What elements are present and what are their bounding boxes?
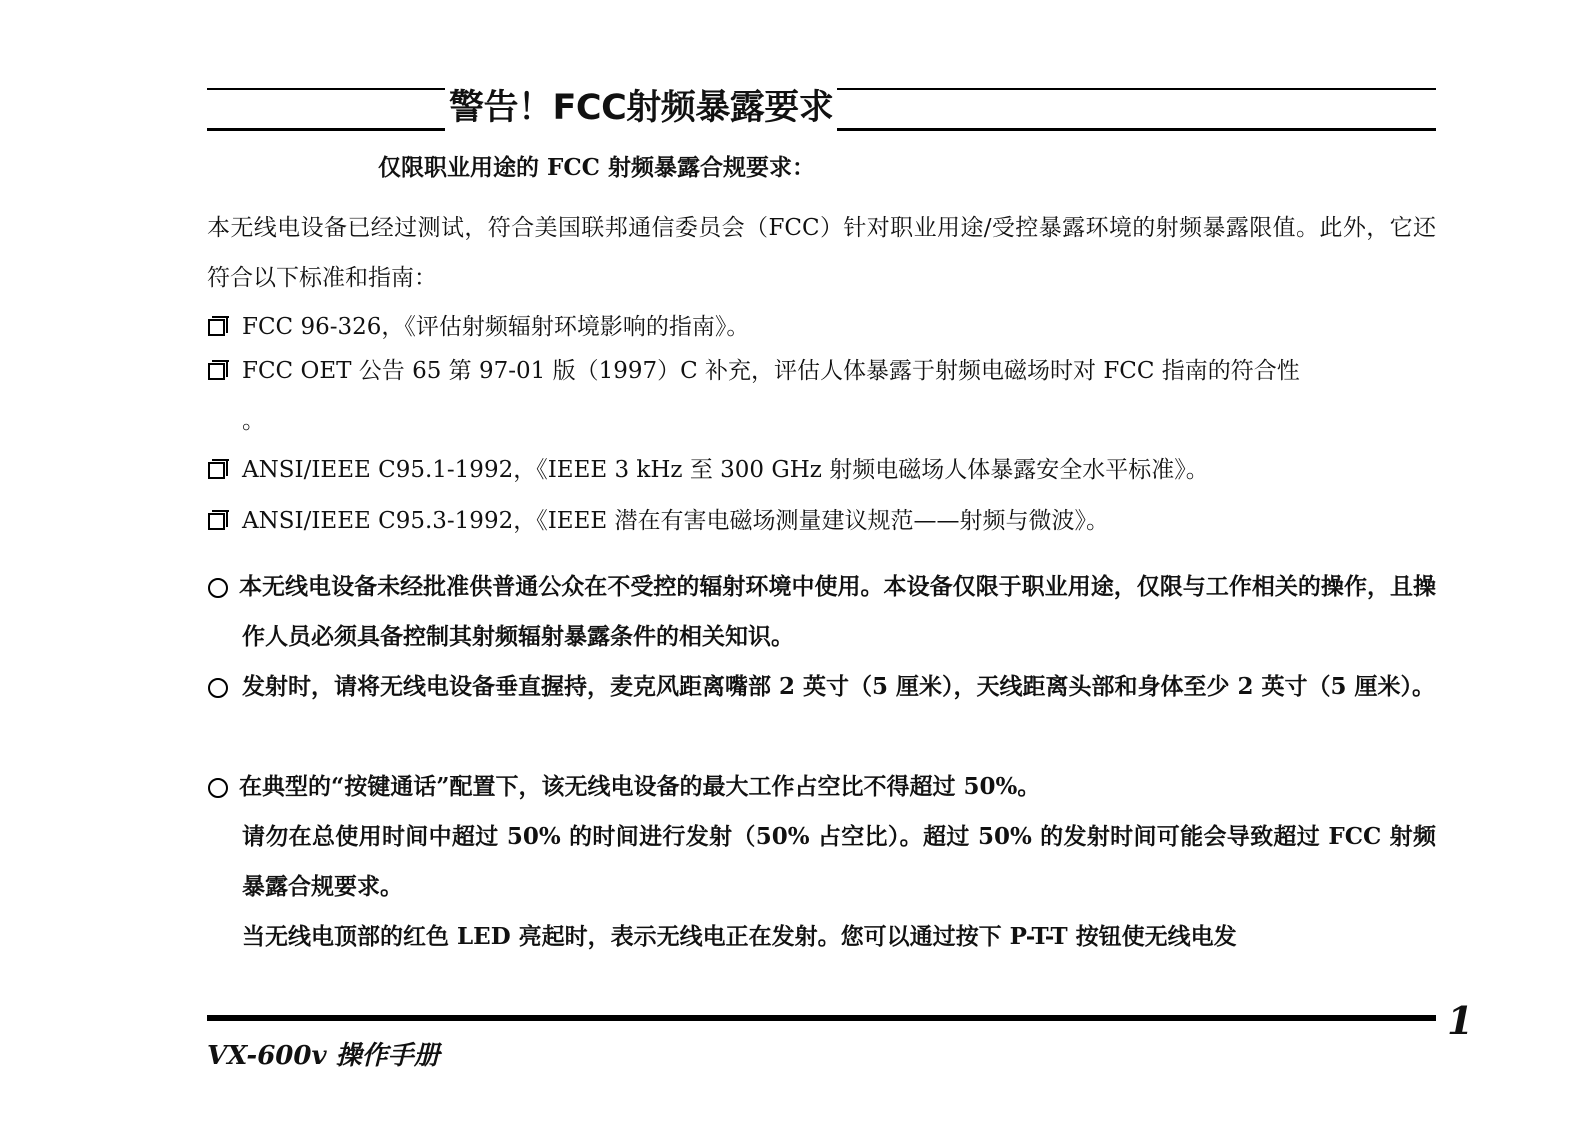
checkbox-icon: [208, 363, 225, 380]
standard-item: [207, 302, 1436, 352]
footer-manual-title: VX-600v 操作手册: [207, 1041, 440, 1071]
warning-bullet-text: 发射时，请将无线电设备垂直握持，麦克风距离嘴部 2 英寸（5 厘米），天线距离头部和身体至少 2 英寸（5 厘米）。: [242, 673, 1436, 700]
standard-item-text: ANSI/IEEE C95.1-1992，《IEEE 3 kHz 至 300 GHz 射频电磁场人体暴露安全水平标准》。: [242, 457, 1209, 483]
standard-item: [207, 496, 1436, 546]
standard-item: [207, 346, 1436, 446]
checkbox-icon: [208, 319, 225, 336]
page-title: 警告！FCC射频暴露要求: [445, 82, 837, 134]
warning-bullet: [207, 562, 1436, 662]
warning-bullet-text: 本无线电设备未经批准供普通公众在不受控的辐射环境中使用。本设备仅限于职业用途，仅限与工作相关的操作，且操作人员必须具备控制其射频辐射暴露条件的相关知识。: [239, 573, 1436, 650]
standard-item-continuation: 。: [242, 408, 265, 434]
section-subtitle: 仅限职业用途的 FCC 射频暴露合规要求：: [378, 154, 815, 181]
warning-bullet-text: 在典型的“按键通话”配置下，该无线电设备的最大工作占空比不得超过 50%。: [239, 773, 1041, 800]
standard-item-text: ANSI/IEEE C95.3-1992，《IEEE 潜在有害电磁场测量建议规范——射频与微波》。: [242, 508, 1109, 534]
circle-bullet-icon: [208, 778, 228, 798]
circle-bullet-icon: [208, 578, 228, 598]
body-paragraph: 请勿在总使用时间中超过 50% 的时间进行发射（50% 占空比）。超过 50% 的发射时间可能会导致超过 FCC 射频暴露合规要求。: [242, 823, 1436, 900]
standard-item: [207, 445, 1436, 495]
standard-item-text: FCC OET 公告 65 第 97-01 版（1997）C 补充，评估人体暴露于射频电磁场时对 FCC 指南的符合性: [242, 358, 1300, 384]
page-number: 1: [1447, 998, 1474, 1043]
warning-bullet: [207, 662, 1436, 712]
body-paragraph: 当无线电顶部的红色 LED 亮起时，表示无线电正在发射。您可以通过按下 P-T-T 按钮使无线电发: [242, 923, 1237, 950]
warning-bullet: [207, 762, 1436, 812]
standard-item-text: FCC 96-326，《评估射频辐射环境影响的指南》。: [242, 314, 750, 340]
circle-bullet-icon: [208, 678, 228, 698]
checkbox-icon: [208, 513, 225, 530]
footer-rule: [207, 1015, 1436, 1021]
checkbox-icon: [208, 462, 225, 479]
intro-paragraph: 本无线电设备已经过测试，符合美国联邦通信委员会（FCC）针对职业用途/受控暴露环境的射频暴露限值。此外，它还符合以下标准和指南：: [207, 215, 1436, 291]
